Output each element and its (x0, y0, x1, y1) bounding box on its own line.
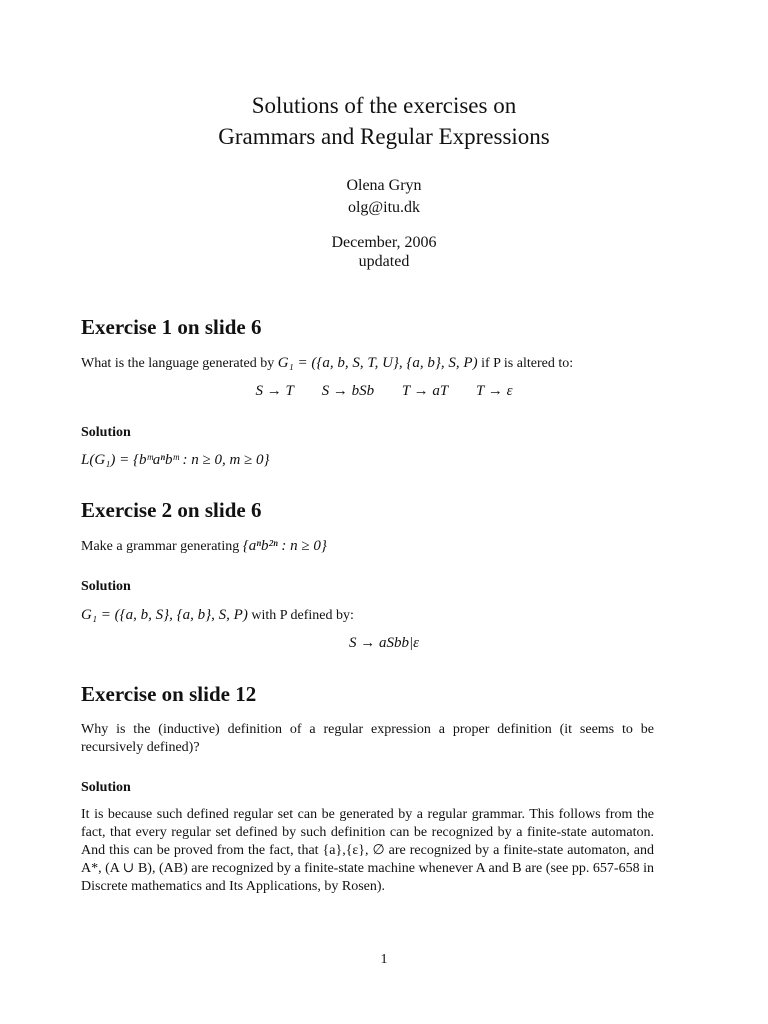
exercise-3-heading: Exercise on slide 12 (81, 682, 257, 706)
exercise-1-question-prefix: What is the language generated by (81, 356, 275, 371)
exercise-2-solution-label: Solution (81, 579, 131, 594)
exercise-2-rule: S → aSbb|ε (348, 635, 420, 651)
exercise-2-answer-suffix: with P defined by: (251, 608, 354, 623)
exercise-2-grammar: G₁ = ({a, b, S}, {a, b}, S, P) (81, 607, 248, 623)
exercise-1-solution-label: Solution (81, 425, 131, 440)
exercise-2-answer (81, 606, 654, 625)
document-status: updated (358, 253, 410, 270)
exercise-3-answer: It is because such defined regular set can be generated by a regular grammar. This follows from the fact, that every regular set defined by such definition can be recognized by a finite-state automaton. And this can be proved from the fact, that {a},{ε}, ∅ are recognized by a finite-state automaton, and A*, (A ∪ B), (AB) are recognized by a finite-state machine whenever A and B are (see pp. 657-658 in Discrete mathematics and Its Applications, by Rosen). (81, 807, 654, 894)
exercise-3-solution-label: Solution (81, 780, 131, 795)
document-date: December, 2006 (331, 234, 437, 251)
exercise-1-rules (0, 383, 768, 400)
exercise-2-language: {aⁿb²ⁿ : n ≥ 0} (242, 538, 327, 554)
exercise-2-question-prefix: Make a grammar generating (81, 539, 240, 554)
production-rule: S → T (255, 383, 294, 399)
author-email: olg@itu.dk (347, 199, 421, 216)
exercise-2-question (81, 537, 654, 556)
title-line-2: Grammars and Regular Expressions (218, 124, 550, 149)
production-rule: T → ε (476, 383, 513, 399)
exercise-1-heading: Exercise 1 on slide 6 (81, 315, 262, 339)
exercise-1-answer: L(G₁) = {bᵐaⁿbᵐ : n ≥ 0, m ≥ 0} (81, 452, 270, 468)
exercise-1-question-suffix: if P is altered to: (481, 356, 574, 371)
exercise-1-grammar: G₁ = ({a, b, S, T, U}, {a, b}, S, P) (277, 355, 478, 371)
title-line-1: Solutions of the exercises on (251, 93, 517, 118)
exercise-2-heading: Exercise 2 on slide 6 (81, 498, 262, 522)
author-name: Olena Gryn (346, 177, 422, 194)
production-rule: T → aT (401, 383, 449, 399)
exercise-3-question: Why is the (inductive) definition of a regular expression a proper definition (it seems to be recursively defined)? (81, 722, 654, 755)
exercise-1-question (81, 354, 654, 373)
page-number: 1 (380, 952, 388, 967)
production-rule: S → bSb (321, 383, 375, 399)
